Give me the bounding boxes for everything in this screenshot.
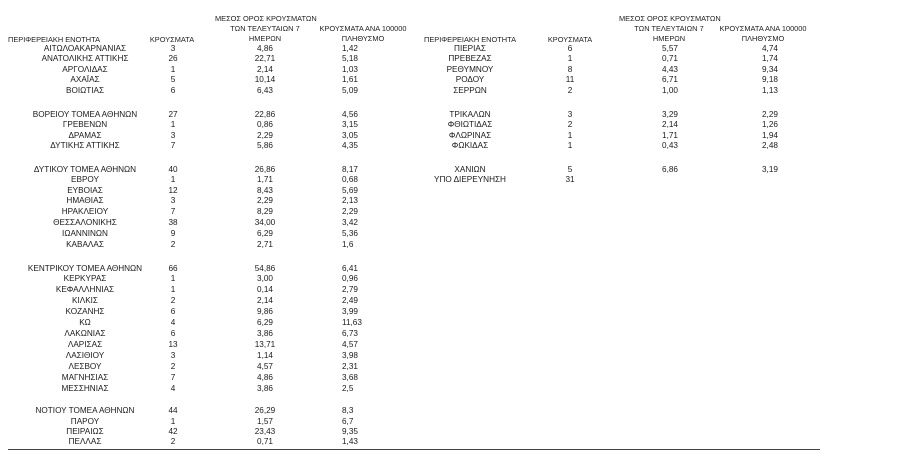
- region-name: ΜΑΓΝΗΣΙΑΣ: [61, 373, 109, 382]
- cases-value: 5: [170, 75, 176, 84]
- per100k-value: 2,31: [342, 362, 358, 371]
- region-name: ΛΑΣΙΘΙΟΥ: [65, 351, 105, 360]
- per100k-value: 4,57: [342, 340, 358, 349]
- avg-value: 5,57: [662, 44, 678, 53]
- cases-value: 2: [170, 437, 176, 446]
- avg-value: 9,86: [257, 307, 273, 316]
- per100k-value: 11,63: [342, 318, 362, 327]
- avg-value: 2,71: [257, 240, 273, 249]
- avg-value: 1,14: [257, 351, 273, 360]
- cases-value: 1: [567, 54, 573, 63]
- region-name: ΠΕΛΛΑΣ: [68, 437, 102, 446]
- region-name: ΧΑΝΙΩΝ: [454, 165, 486, 174]
- per100k-value: 2,29: [762, 110, 778, 119]
- avg-value: 2,14: [257, 296, 273, 305]
- cases-value: 6: [170, 329, 176, 338]
- avg-value: 1,00: [662, 86, 678, 95]
- region-name: ΥΠΟ ΔΙΕΡΕΥΝΗΣΗ: [434, 175, 506, 184]
- avg-value: 0,71: [257, 437, 273, 446]
- per100k-value: 2,29: [342, 207, 358, 216]
- avg-value: 4,43: [662, 65, 678, 74]
- region-name: ΔΡΑΜΑΣ: [68, 131, 102, 140]
- avg-value: 0,86: [257, 120, 273, 129]
- per100k-value: 9,18: [762, 75, 778, 84]
- region-name: ΒΟΡΕΙΟΥ ΤΟΜΕΑ ΑΘΗΝΩΝ: [32, 110, 138, 119]
- region-name: ΑΙΤΩΛΟΑΚΑΡΝΑΝΙΑΣ: [43, 44, 127, 53]
- bottom-rule: [8, 449, 820, 450]
- cases-value: 1: [567, 141, 573, 150]
- region-name: ΑΡΓΟΛΙΔΑΣ: [62, 65, 108, 74]
- avg-value: 2,29: [257, 131, 273, 140]
- left-header-cases: ΚΡΟΥΣΜΑΤΑ: [149, 35, 195, 44]
- per100k-value: 9,35: [342, 427, 358, 436]
- per100k-value: 1,43: [342, 437, 358, 446]
- per100k-value: 9,34: [762, 65, 778, 74]
- avg-value: 6,71: [662, 75, 678, 84]
- region-name: ΚΟΖΑΝΗΣ: [65, 307, 105, 316]
- right-header-avg-2: ΤΩΝ ΤΕΛΕΥΤΑΙΩΝ 7: [634, 24, 704, 33]
- avg-value: 6,29: [257, 318, 273, 327]
- per100k-value: 6,7: [342, 417, 354, 426]
- cases-value: 4: [170, 318, 176, 327]
- cases-value: 12: [168, 186, 178, 195]
- cases-value: 2: [170, 296, 176, 305]
- avg-value: 4,86: [257, 373, 273, 382]
- cases-value: 3: [170, 44, 176, 53]
- cases-value: 1: [170, 285, 176, 294]
- per100k-value: 3,15: [342, 120, 358, 129]
- cases-value: 1: [170, 274, 176, 283]
- region-name: ΦΘΙΩΤΙΔΑΣ: [447, 120, 493, 129]
- per100k-value: 2,13: [342, 196, 358, 205]
- avg-value: 5,86: [257, 141, 273, 150]
- avg-value: 26,86: [254, 165, 276, 174]
- per100k-value: 3,05: [342, 131, 358, 140]
- cases-value: 27: [168, 110, 178, 119]
- avg-value: 54,86: [254, 264, 276, 273]
- cases-value: 6: [170, 307, 176, 316]
- cases-value: 1: [170, 417, 176, 426]
- cases-value: 1: [567, 131, 573, 140]
- avg-value: 3,29: [662, 110, 678, 119]
- avg-value: 26,29: [254, 406, 276, 415]
- left-header-region: ΠΕΡΙΦΕΡΕΙΑΚΗ ΕΝΟΤΗΤΑ: [8, 35, 100, 44]
- cases-value: 7: [170, 373, 176, 382]
- region-name: ΝΟΤΙΟΥ ΤΟΜΕΑ ΑΘΗΝΩΝ: [35, 406, 135, 415]
- cases-value: 1: [170, 65, 176, 74]
- per100k-value: 5,69: [342, 186, 358, 195]
- cases-value: 4: [170, 384, 176, 393]
- left-header-per-1: ΚΡΟΥΣΜΑΤΑ ΑΝΑ 100000: [319, 24, 407, 33]
- cases-value: 3: [170, 131, 176, 140]
- left-header-avg-2: ΤΩΝ ΤΕΛΕΥΤΑΙΩΝ 7: [230, 24, 300, 33]
- cases-value: 40: [168, 165, 178, 174]
- region-name: ΡΟΔΟΥ: [455, 75, 485, 84]
- avg-value: 23,43: [254, 427, 276, 436]
- avg-value: 2,29: [257, 196, 273, 205]
- region-name: ΛΑΚΩΝΙΑΣ: [64, 329, 106, 338]
- region-name: ΠΕΙΡΑΙΩΣ: [66, 427, 104, 436]
- per100k-value: 3,19: [762, 165, 778, 174]
- left-header-avg-1: ΜΕΣΟΣ ΟΡΟΣ ΚΡΟΥΣΜΑΤΩΝ: [215, 14, 317, 23]
- region-name: ΗΡΑΚΛΕΙΟΥ: [61, 207, 109, 216]
- avg-value: 4,57: [257, 362, 273, 371]
- right-header-avg-3: ΗΜΕΡΩΝ: [652, 34, 686, 43]
- per100k-value: 4,35: [342, 141, 358, 150]
- right-header-region: ΠΕΡΙΦΕΡΕΙΑΚΗ ΕΝΟΤΗΤΑ: [424, 35, 516, 44]
- cases-value: 1: [170, 175, 176, 184]
- per100k-value: 5,18: [342, 54, 358, 63]
- per100k-value: 6,41: [342, 264, 358, 273]
- cases-value: 2: [170, 362, 176, 371]
- region-name: ΔΥΤΙΚΗΣ ΑΤΤΙΚΗΣ: [50, 141, 120, 150]
- cases-value: 2: [170, 240, 176, 249]
- cases-value: 6: [170, 86, 176, 95]
- region-name: ΘΕΣΣΑΛΟΝΙΚΗΣ: [53, 218, 117, 227]
- region-name: ΠΑΡΟΥ: [70, 417, 100, 426]
- avg-value: 13,71: [254, 340, 276, 349]
- region-name: ΚΙΛΚΙΣ: [71, 296, 98, 305]
- per100k-value: 5,36: [342, 229, 358, 238]
- cases-value: 3: [170, 351, 176, 360]
- region-name: ΛΕΣΒΟΥ: [68, 362, 102, 371]
- per100k-value: 0,68: [342, 175, 358, 184]
- region-name: ΗΜΑΘΙΑΣ: [66, 196, 104, 205]
- region-name: ΚΕΦΑΛΛΗΝΙΑΣ: [55, 285, 115, 294]
- region-name: ΠΙΕΡΙΑΣ: [454, 44, 486, 53]
- cases-value: 6: [567, 44, 573, 53]
- avg-value: 0,71: [662, 54, 678, 63]
- avg-value: 34,00: [254, 218, 276, 227]
- region-name: ΦΩΚΙΔΑΣ: [451, 141, 489, 150]
- per100k-value: 3,99: [342, 307, 358, 316]
- cases-value: 7: [170, 141, 176, 150]
- per100k-value: 2,49: [342, 296, 358, 305]
- per100k-value: 1,61: [342, 75, 358, 84]
- region-name: ΜΕΣΣΗΝΙΑΣ: [61, 384, 109, 393]
- avg-value: 6,86: [662, 165, 678, 174]
- region-name: ΒΟΙΩΤΙΑΣ: [65, 86, 105, 95]
- per100k-value: 1,13: [762, 86, 778, 95]
- per100k-value: 3,98: [342, 351, 358, 360]
- right-header-per-1: ΚΡΟΥΣΜΑΤΑ ΑΝΑ 100000: [719, 24, 807, 33]
- region-name: ΙΩΑΝΝΙΝΩΝ: [62, 229, 108, 238]
- right-header-cases: ΚΡΟΥΣΜΑΤΑ: [547, 35, 593, 44]
- avg-value: 8,43: [257, 186, 273, 195]
- avg-value: 22,71: [254, 54, 276, 63]
- left-header-per-2: ΠΛΗΘΥΣΜΟ: [341, 34, 385, 43]
- avg-value: 10,14: [254, 75, 276, 84]
- region-name: ΤΡΙΚΑΛΩΝ: [449, 110, 491, 119]
- per100k-value: 2,48: [762, 141, 778, 150]
- region-name: ΕΥΒΟΙΑΣ: [67, 186, 103, 195]
- cases-value: 2: [567, 86, 573, 95]
- cases-value: 44: [168, 406, 178, 415]
- per100k-value: 8,3: [342, 406, 354, 415]
- per100k-value: 4,74: [762, 44, 778, 53]
- avg-value: 3,86: [257, 384, 273, 393]
- per100k-value: 1,74: [762, 54, 778, 63]
- cases-value: 5: [567, 165, 573, 174]
- per100k-value: 1,6: [342, 240, 354, 249]
- cases-value: 38: [168, 218, 178, 227]
- per100k-value: 6,73: [342, 329, 358, 338]
- avg-value: 0,14: [257, 285, 273, 294]
- region-name: ΣΕΡΡΩΝ: [453, 86, 487, 95]
- avg-value: 1,71: [257, 175, 273, 184]
- left-header-avg-3: ΗΜΕΡΩΝ: [248, 34, 282, 43]
- region-name: ΚΕΝΤΡΙΚΟΥ ΤΟΜΕΑ ΑΘΗΝΩΝ: [27, 264, 143, 273]
- right-header-per-2: ΠΛΗΘΥΣΜΟ: [741, 34, 785, 43]
- avg-value: 6,43: [257, 86, 273, 95]
- avg-value: 2,14: [662, 120, 678, 129]
- region-name: ΦΛΩΡΙΝΑΣ: [448, 131, 492, 140]
- cases-value: 3: [567, 110, 573, 119]
- per100k-value: 1,42: [342, 44, 358, 53]
- per100k-value: 5,09: [342, 86, 358, 95]
- avg-value: 0,43: [662, 141, 678, 150]
- cases-value: 42: [168, 427, 178, 436]
- cases-value: 8: [567, 65, 573, 74]
- region-name: ΡΕΘΥΜΝΟΥ: [446, 65, 494, 74]
- region-name: ΚΑΒΑΛΑΣ: [66, 240, 104, 249]
- region-name: ΚΩ: [79, 318, 91, 327]
- avg-value: 3,00: [257, 274, 273, 283]
- cases-value: 9: [170, 229, 176, 238]
- region-name: ΚΕΡΚΥΡΑΣ: [63, 274, 107, 283]
- region-name: ΓΡΕΒΕΝΩΝ: [62, 120, 108, 129]
- cases-value: 2: [567, 120, 573, 129]
- region-name: ΛΑΡΙΣΑΣ: [67, 340, 103, 349]
- cases-value: 11: [565, 75, 575, 84]
- cases-value: 26: [168, 54, 178, 63]
- avg-value: 6,29: [257, 229, 273, 238]
- per100k-value: 1,03: [342, 65, 358, 74]
- avg-value: 2,14: [257, 65, 273, 74]
- region-name: ΑΧΑΪΑΣ: [70, 75, 100, 84]
- per100k-value: 3,42: [342, 218, 358, 227]
- avg-value: 1,71: [662, 131, 678, 140]
- per100k-value: 0,96: [342, 274, 358, 283]
- cases-value: 13: [168, 340, 178, 349]
- per100k-value: 1,94: [762, 131, 778, 140]
- cases-value: 66: [168, 264, 178, 273]
- region-name: ΑΝΑΤΟΛΙΚΗΣ ΑΤΤΙΚΗΣ: [41, 54, 129, 63]
- region-name: ΔΥΤΙΚΟΥ ΤΟΜΕΑ ΑΘΗΝΩΝ: [33, 165, 137, 174]
- right-header-avg-1: ΜΕΣΟΣ ΟΡΟΣ ΚΡΟΥΣΜΑΤΩΝ: [619, 14, 721, 23]
- cases-value: 1: [170, 120, 176, 129]
- per100k-value: 3,68: [342, 373, 358, 382]
- region-name: ΕΒΡΟΥ: [71, 175, 99, 184]
- avg-value: 8,29: [257, 207, 273, 216]
- cases-value: 31: [565, 175, 575, 184]
- per100k-value: 2,79: [342, 285, 358, 294]
- per100k-value: 1,26: [762, 120, 778, 129]
- region-name: ΠΡΕΒΕΖΑΣ: [448, 54, 492, 63]
- avg-value: 4,86: [257, 44, 273, 53]
- cases-value: 7: [170, 207, 176, 216]
- per100k-value: 8,17: [342, 165, 358, 174]
- avg-value: 22,86: [254, 110, 276, 119]
- avg-value: 3,86: [257, 329, 273, 338]
- avg-value: 1,57: [257, 417, 273, 426]
- cases-value: 3: [170, 196, 176, 205]
- per100k-value: 4,56: [342, 110, 358, 119]
- per100k-value: 2,5: [342, 384, 354, 393]
